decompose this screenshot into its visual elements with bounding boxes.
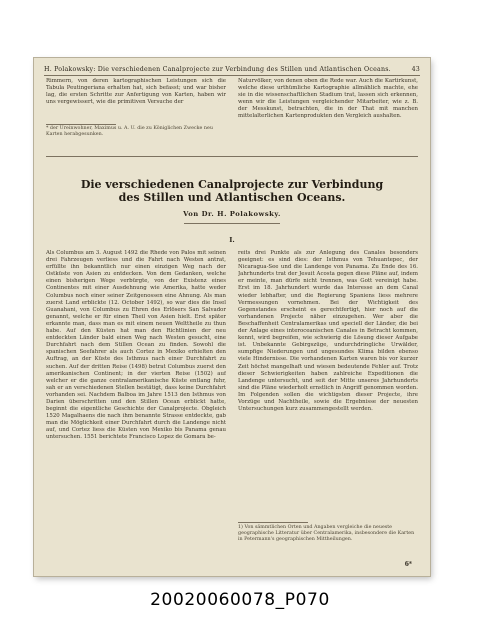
title-rule bbox=[184, 223, 280, 224]
body-column-right: reits drei Punkte als zur Anlegung des Canales besonders geeignet: es sind dies: der Isthmus von Tehuantepec, der Nicaragua-See und die Landenge von Panama. Zu Ende des 16. Jahrhunderts trat der Jesuit Acosta gegen diese Pläne auf, indem er meinte, man dürfe nicht trennen, was Gott vereinigt habe. Erst im 18. Jahrhundert wurde das Interesse an dem Canal wieder lebhafter, und die Regierung Spaniens liess mehrere Vermessungen vornehmen. Bei der Wichtigkeit des Gegenstandes erscheint es gerechtfertigt, hier noch auf die vorhandenen Projecte näher einzugehen. Wer aber die Beschaffenheit Centralamerikas und speciell der Länder, die bei der Anlage eines interoceanischen Canales in Betracht kommen, kennt, wird begreifen, wie schwierig die Lösung dieser Aufgabe ist. Unbekannte Gebirgszüge, undurchdringliche Urwälder, sumpfige Niederungen und ungesundes Klima bilden ebenso viele Hindernisse. Die vorhandenen Karten waren bis vor kurzer Zeit höchst mangelhaft und wiesen bedeutende Fehler auf. Trotz dieser Schwierigkeiten haben zahlreiche Expeditionen die Landenge untersucht, und seit der Mitte unseres Jahrhunderts sind die Pläne wiederholt ernstlich in Angriff genommen worden. Im Folgenden sollen die wichtigsten dieser Projecte, ihre Vorzüge und Nachtheile, sowie die Ergebnisse der neuesten Untersuchungen kurz zusammengestellt werden. bbox=[238, 250, 418, 413]
running-head-title: H. Polakowsky: Die verschiedenen Canalprojecte zur Verbindung des Stillen und Atlantischen Oceans. bbox=[44, 66, 391, 73]
article-author: Von Dr. H. Polakowsky. bbox=[183, 210, 281, 218]
article-title: Die verschiedenen Canalprojecte zur Verbindung des Stillen und Atlantischen Oceans. bbox=[80, 178, 384, 204]
section-number: I. bbox=[229, 236, 235, 244]
top-right-text: Naturvölker, von denen oben die Rede war. Auch die Kartirkunst, welche diese urthümliche Kartographie allmählich machte, ehe sie in die wissenschaftlichen Stadium trat, lassen sich erkennen, wenn wir die Leistungen vergleichender Mitarbeiter, wie z. B. der Messkunst, betrachten, die in der That mit manchen mittelalterlichen Kartenprodukten den Vergleich aushalten. bbox=[238, 78, 418, 120]
bottom-footnote-rule bbox=[238, 522, 308, 523]
scanned-page bbox=[34, 58, 430, 576]
running-head bbox=[44, 66, 420, 76]
image-caption: 20020060078_P070 bbox=[150, 590, 330, 610]
body-column-left: Als Columbus am 3. August 1492 die Rhede von Palos mit seinen drei Fahrzeugen verliess und die Fahrt nach Westen antrat, erfüllte ihn bekanntlich nur einen einzigen Weg nach der Ostküste von Asien zu entdecken. Von dem Gedanken, welche einen bisherigen Wege verbürgte, von der Existenz eines Continentes mit einer Ausdehnung wie Amerika, hatte weder Columbus noch einer seiner Zeitgenossen eine Ahnung. Als man zuerst Land erblickte (12. October 1492), so war dies die Insel Guanahani, von Columbus zu Ehren des Erlösers San Salvador genannt, welche er für einen Theil von Asien hielt. Erst später erkannte man, dass man es mit einem neuen Welttheile zu thun habe. Auf den Küsten hat man den Richtlinien der neu entdeckten Länder bald einen Weg nach Westen gesucht, eine Durchfahrt nach dem Stillen Ocean zu finden. Sowohl die spanischen Seefahrer als auch Cortez in Mexiko erhielten den Auftrag, an der Küste des Isthmus nach einer Durchfahrt zu suchen. Auf der dritten Reise (1498) betrat Columbus zuerst den amerikanischen Continent; in der vierten Reise (1502) auf welcher er die ganze centralamerikanische Küste entlang fuhr, sah er an verschiedenen Stellen bestätigt, dass keine Durchfahrt vorhanden sei. Nachdem Balboa im Jahre 1513 den Isthmus von Darien überschritten und den Stillen Ocean erblickt hatte, beginnt die eigentliche Geschichte der Canalprojecte. Obgleich 1520 Magalhaens die nach ihm benannte Strasse entdeckte, gab man die Möglichkeit einer Durchfahrt durch die Landenge nicht auf, und Cortez liess die Küsten von Mexiko bis Panama genau untersuchen. 1551 berichtete Francisco Lopez de Gomara be- bbox=[46, 250, 226, 441]
footnote-rule bbox=[46, 124, 116, 125]
section-divider bbox=[46, 156, 418, 157]
signature-mark: 6* bbox=[404, 561, 412, 568]
bottom-footnote: 1) Von sämmtlichen Orten und Angaben vergleiche die neueste geographische Litteratur über Centralamerika, insbesondere die Karten in Petermann's geographischen Mittheilungen. bbox=[238, 525, 415, 542]
top-left-text: Rimmern, von deren kartographischen Leistungen sich die Tabula Peutingeriana erhalten hat, sich befasst; und war bisher lag, die ersten Schritte zur Anfertigung von Karten, haben wir uns vergewissert, wie die primitiven Versuche der bbox=[46, 78, 226, 106]
top-footnote: * der Ureinwohner, Maximus u. A. U. die zu Königlichen Zwecke neu Karten herabgesunken. bbox=[46, 126, 213, 137]
page-number: 43 bbox=[411, 66, 420, 73]
